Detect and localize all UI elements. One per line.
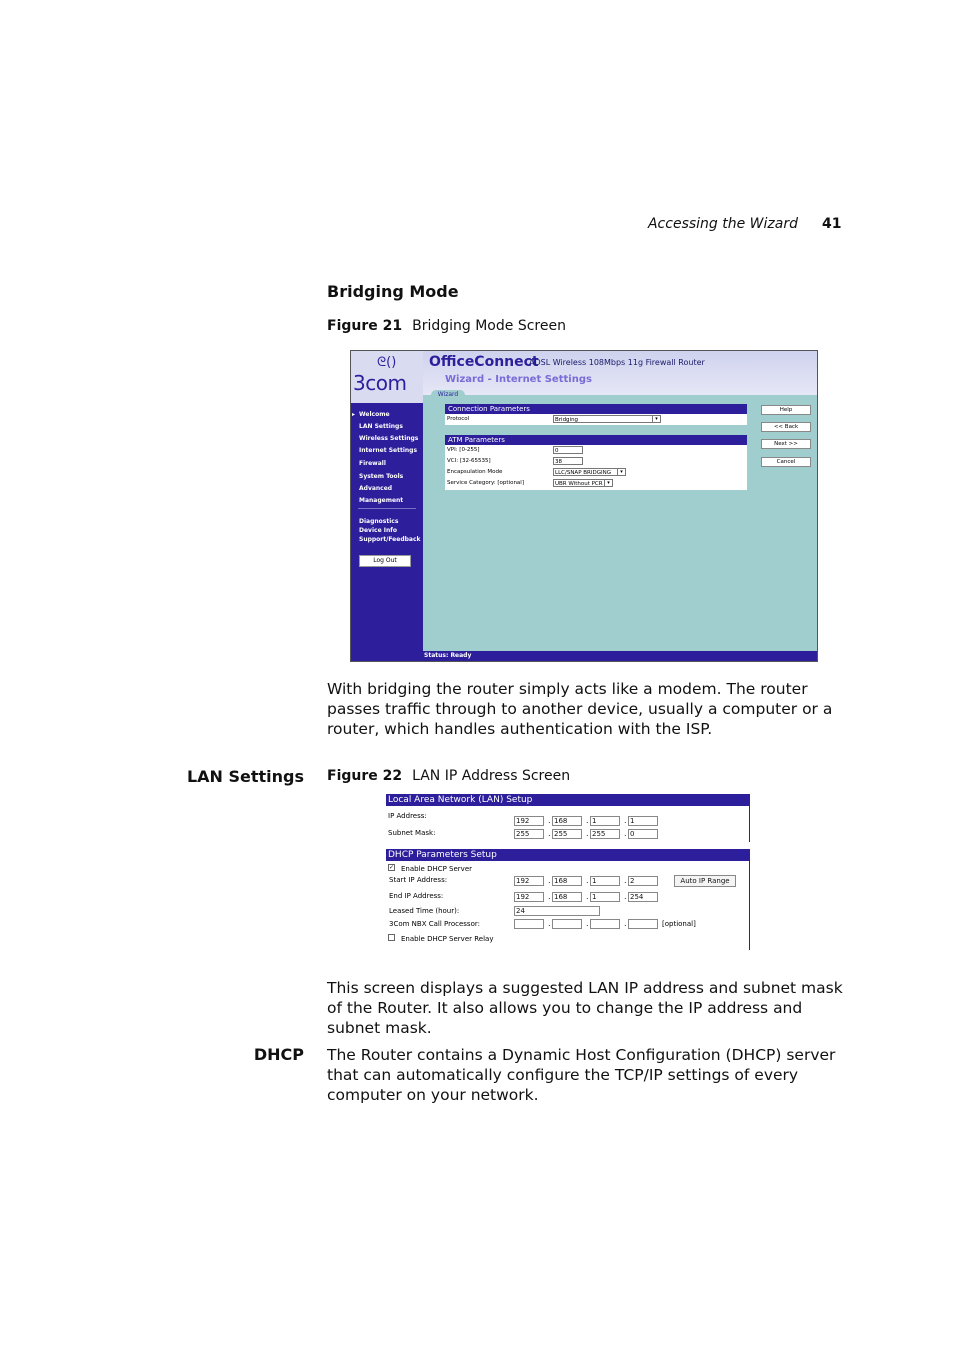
start-ip-label: Start IP Address:: [389, 876, 448, 884]
vpi-row: [445, 445, 747, 456]
dhcp-setup-header: DHCP Parameters Setup: [386, 849, 750, 861]
section-heading-lan-settings: LAN Settings: [186, 767, 304, 786]
encapsulation-value: LLC/SNAP BRIDGING: [555, 470, 611, 476]
mask-octet-1-input[interactable]: 255: [514, 829, 544, 839]
status-bar: [423, 651, 817, 661]
figure-label: Figure 22: [327, 768, 403, 784]
end-ip-octet-3-input[interactable]: 1: [590, 892, 620, 902]
bridging-paragraph: With bridging the router simply acts like a modem. The router passes traffic through to another device, usually a computer or a router, which handles authentication with the ISP.: [327, 680, 833, 738]
menu-item-firewall[interactable]: Firewall: [359, 460, 386, 467]
service-category-value: UBR Without PCR: [555, 481, 603, 487]
panel-border: [749, 806, 750, 842]
enable-dhcp-checkbox[interactable]: [388, 864, 395, 871]
nbx-octet-1-input[interactable]: [514, 919, 544, 929]
vci-row: [445, 456, 747, 467]
ip-octet-3-input[interactable]: 1: [590, 816, 620, 826]
enable-dhcp-label: Enable DHCP Server: [401, 865, 473, 873]
figure-22-caption: [327, 768, 570, 784]
auto-ip-range-button[interactable]: Auto IP Range: [674, 875, 736, 887]
next-button[interactable]: Next >>: [761, 439, 811, 449]
page-number: 41: [822, 216, 842, 232]
checkmark-icon: ✓: [389, 864, 395, 871]
vci-label: VCI: [32-65535]: [447, 458, 491, 464]
panel-header: Connection Parameters: [445, 404, 747, 414]
menu-item-device-info[interactable]: Device Info: [359, 527, 397, 534]
start-ip-octet-2-input[interactable]: 168: [552, 876, 582, 886]
lan-ip-address-screenshot: [386, 794, 750, 950]
logo-text: 3com: [353, 371, 407, 395]
mask-octet-2-input[interactable]: 255: [552, 829, 582, 839]
menu-item-system-tools[interactable]: System Tools: [359, 473, 404, 480]
dot-separator: .: [624, 919, 627, 928]
product-description: ADSL Wireless 108Mbps 11g Firewall Router: [529, 358, 705, 367]
mask-octet-4-input[interactable]: 0: [628, 829, 658, 839]
menu-item-management[interactable]: Management: [359, 497, 404, 504]
service-category-row: [445, 478, 747, 489]
dot-separator: .: [624, 892, 627, 901]
vci-input[interactable]: 38: [553, 457, 583, 465]
sidebar: [351, 351, 423, 661]
dot-separator: .: [624, 816, 627, 825]
tab-wizard[interactable]: Wizard: [431, 390, 465, 400]
protocol-value: Bridging: [555, 417, 579, 423]
menu-divider: [358, 508, 416, 509]
menu-item-support-feedback[interactable]: Support/Feedback: [359, 536, 421, 543]
nbx-call-processor-label: 3Com NBX Call Processor:: [389, 920, 480, 928]
dot-separator: .: [548, 829, 551, 838]
section-heading-dhcp: DHCP: [253, 1045, 304, 1064]
cancel-button[interactable]: Cancel: [761, 457, 811, 467]
start-ip-octet-1-input[interactable]: 192: [514, 876, 544, 886]
figure-label: Figure 21: [327, 318, 403, 334]
menu-item-wireless-settings[interactable]: Wireless Settings: [359, 435, 419, 442]
ip-address-label: IP Address:: [388, 812, 427, 820]
end-ip-octet-1-input[interactable]: 192: [514, 892, 544, 902]
dot-separator: .: [586, 919, 589, 928]
ip-octet-1-input[interactable]: 192: [514, 816, 544, 826]
brand-name: OfficeConnect: [429, 354, 539, 370]
connection-parameters-panel: [445, 404, 747, 425]
nbx-octet-3-input[interactable]: [590, 919, 620, 929]
service-category-select[interactable]: [553, 479, 613, 487]
optional-note: [optional]: [662, 920, 696, 928]
vpi-label: VPI: [0-255]: [447, 447, 480, 453]
banner: [423, 351, 817, 395]
chevron-down-icon: ▾: [617, 469, 625, 475]
logout-button[interactable]: Log Out: [359, 555, 411, 567]
logo-area: [351, 351, 423, 403]
3com-logo-icon: ᘓ(): [377, 355, 397, 370]
lan-setup-header: Local Area Network (LAN) Setup: [386, 794, 750, 806]
service-category-label: Service Category: [optional]: [447, 480, 524, 486]
menu-item-welcome[interactable]: Welcome: [359, 411, 390, 418]
dot-separator: .: [624, 829, 627, 838]
dot-separator: .: [586, 892, 589, 901]
nbx-octet-4-input[interactable]: [628, 919, 658, 929]
back-button[interactable]: << Back: [761, 422, 811, 432]
start-ip-octet-4-input[interactable]: 2: [628, 876, 658, 886]
ip-octet-2-input[interactable]: 168: [552, 816, 582, 826]
encapsulation-row: [445, 467, 747, 478]
panel-header: ATM Parameters: [445, 435, 747, 445]
encapsulation-select[interactable]: [553, 468, 626, 476]
figure-title: Bridging Mode Screen: [412, 318, 566, 334]
dot-separator: .: [548, 892, 551, 901]
protocol-select[interactable]: [553, 415, 661, 423]
dot-separator: .: [586, 876, 589, 885]
mask-octet-3-input[interactable]: 255: [590, 829, 620, 839]
end-ip-label: End IP Address:: [389, 892, 444, 900]
bridging-mode-screenshot: [350, 350, 818, 662]
menu-item-diagnostics[interactable]: Diagnostics: [359, 518, 399, 525]
nbx-octet-2-input[interactable]: [552, 919, 582, 929]
menu-item-internet-settings[interactable]: Internet Settings: [359, 447, 418, 454]
figure-title: LAN IP Address Screen: [412, 768, 571, 784]
dot-separator: .: [548, 919, 551, 928]
help-button[interactable]: Help: [761, 405, 811, 415]
encapsulation-label: Encapsulation Mode: [447, 469, 503, 475]
chevron-down-icon: ▾: [652, 416, 660, 422]
menu-item-advanced[interactable]: Advanced: [359, 485, 393, 492]
wizard-title: Wizard - Internet Settings: [445, 374, 592, 385]
chevron-down-icon: ▾: [604, 480, 612, 486]
end-ip-octet-2-input[interactable]: 168: [552, 892, 582, 902]
lease-time-label: Leased Time (hour):: [389, 907, 460, 915]
dhcp-relay-checkbox[interactable]: [388, 934, 395, 941]
ip-octet-4-input[interactable]: 1: [628, 816, 658, 826]
panel-border: [749, 861, 750, 950]
dot-separator: .: [586, 829, 589, 838]
atm-parameters-panel: [445, 435, 747, 490]
figure-21-caption: [327, 318, 566, 334]
section-heading-bridging: Bridging Mode: [327, 282, 459, 301]
lan-settings-paragraph: This screen displays a suggested LAN IP address and subnet mask of the Router. It also allows you to change the IP address and subnet mask.: [327, 979, 843, 1037]
end-ip-octet-4-input[interactable]: 254: [628, 892, 658, 902]
dot-separator: .: [624, 876, 627, 885]
lease-time-input[interactable]: 24: [514, 906, 600, 916]
vpi-input[interactable]: 0: [553, 446, 583, 454]
menu-item-lan-settings[interactable]: LAN Settings: [359, 423, 403, 430]
subnet-mask-label: Subnet Mask:: [388, 829, 436, 837]
dot-separator: .: [586, 816, 589, 825]
protocol-row: [445, 414, 747, 425]
dhcp-relay-label: Enable DHCP Server Relay: [401, 935, 494, 943]
dot-separator: .: [548, 816, 551, 825]
current-item-arrow-icon: ▸: [352, 411, 356, 418]
protocol-label: Protocol: [447, 416, 470, 422]
start-ip-octet-3-input[interactable]: 1: [590, 876, 620, 886]
running-header-title: Accessing the Wizard: [647, 216, 798, 232]
dot-separator: .: [548, 876, 551, 885]
status-text: Status: Ready: [424, 652, 472, 659]
dhcp-paragraph: The Router contains a Dynamic Host Configuration (DHCP) server that can automatically configure the TCP/IP settings of every computer on your network.: [327, 1046, 836, 1104]
